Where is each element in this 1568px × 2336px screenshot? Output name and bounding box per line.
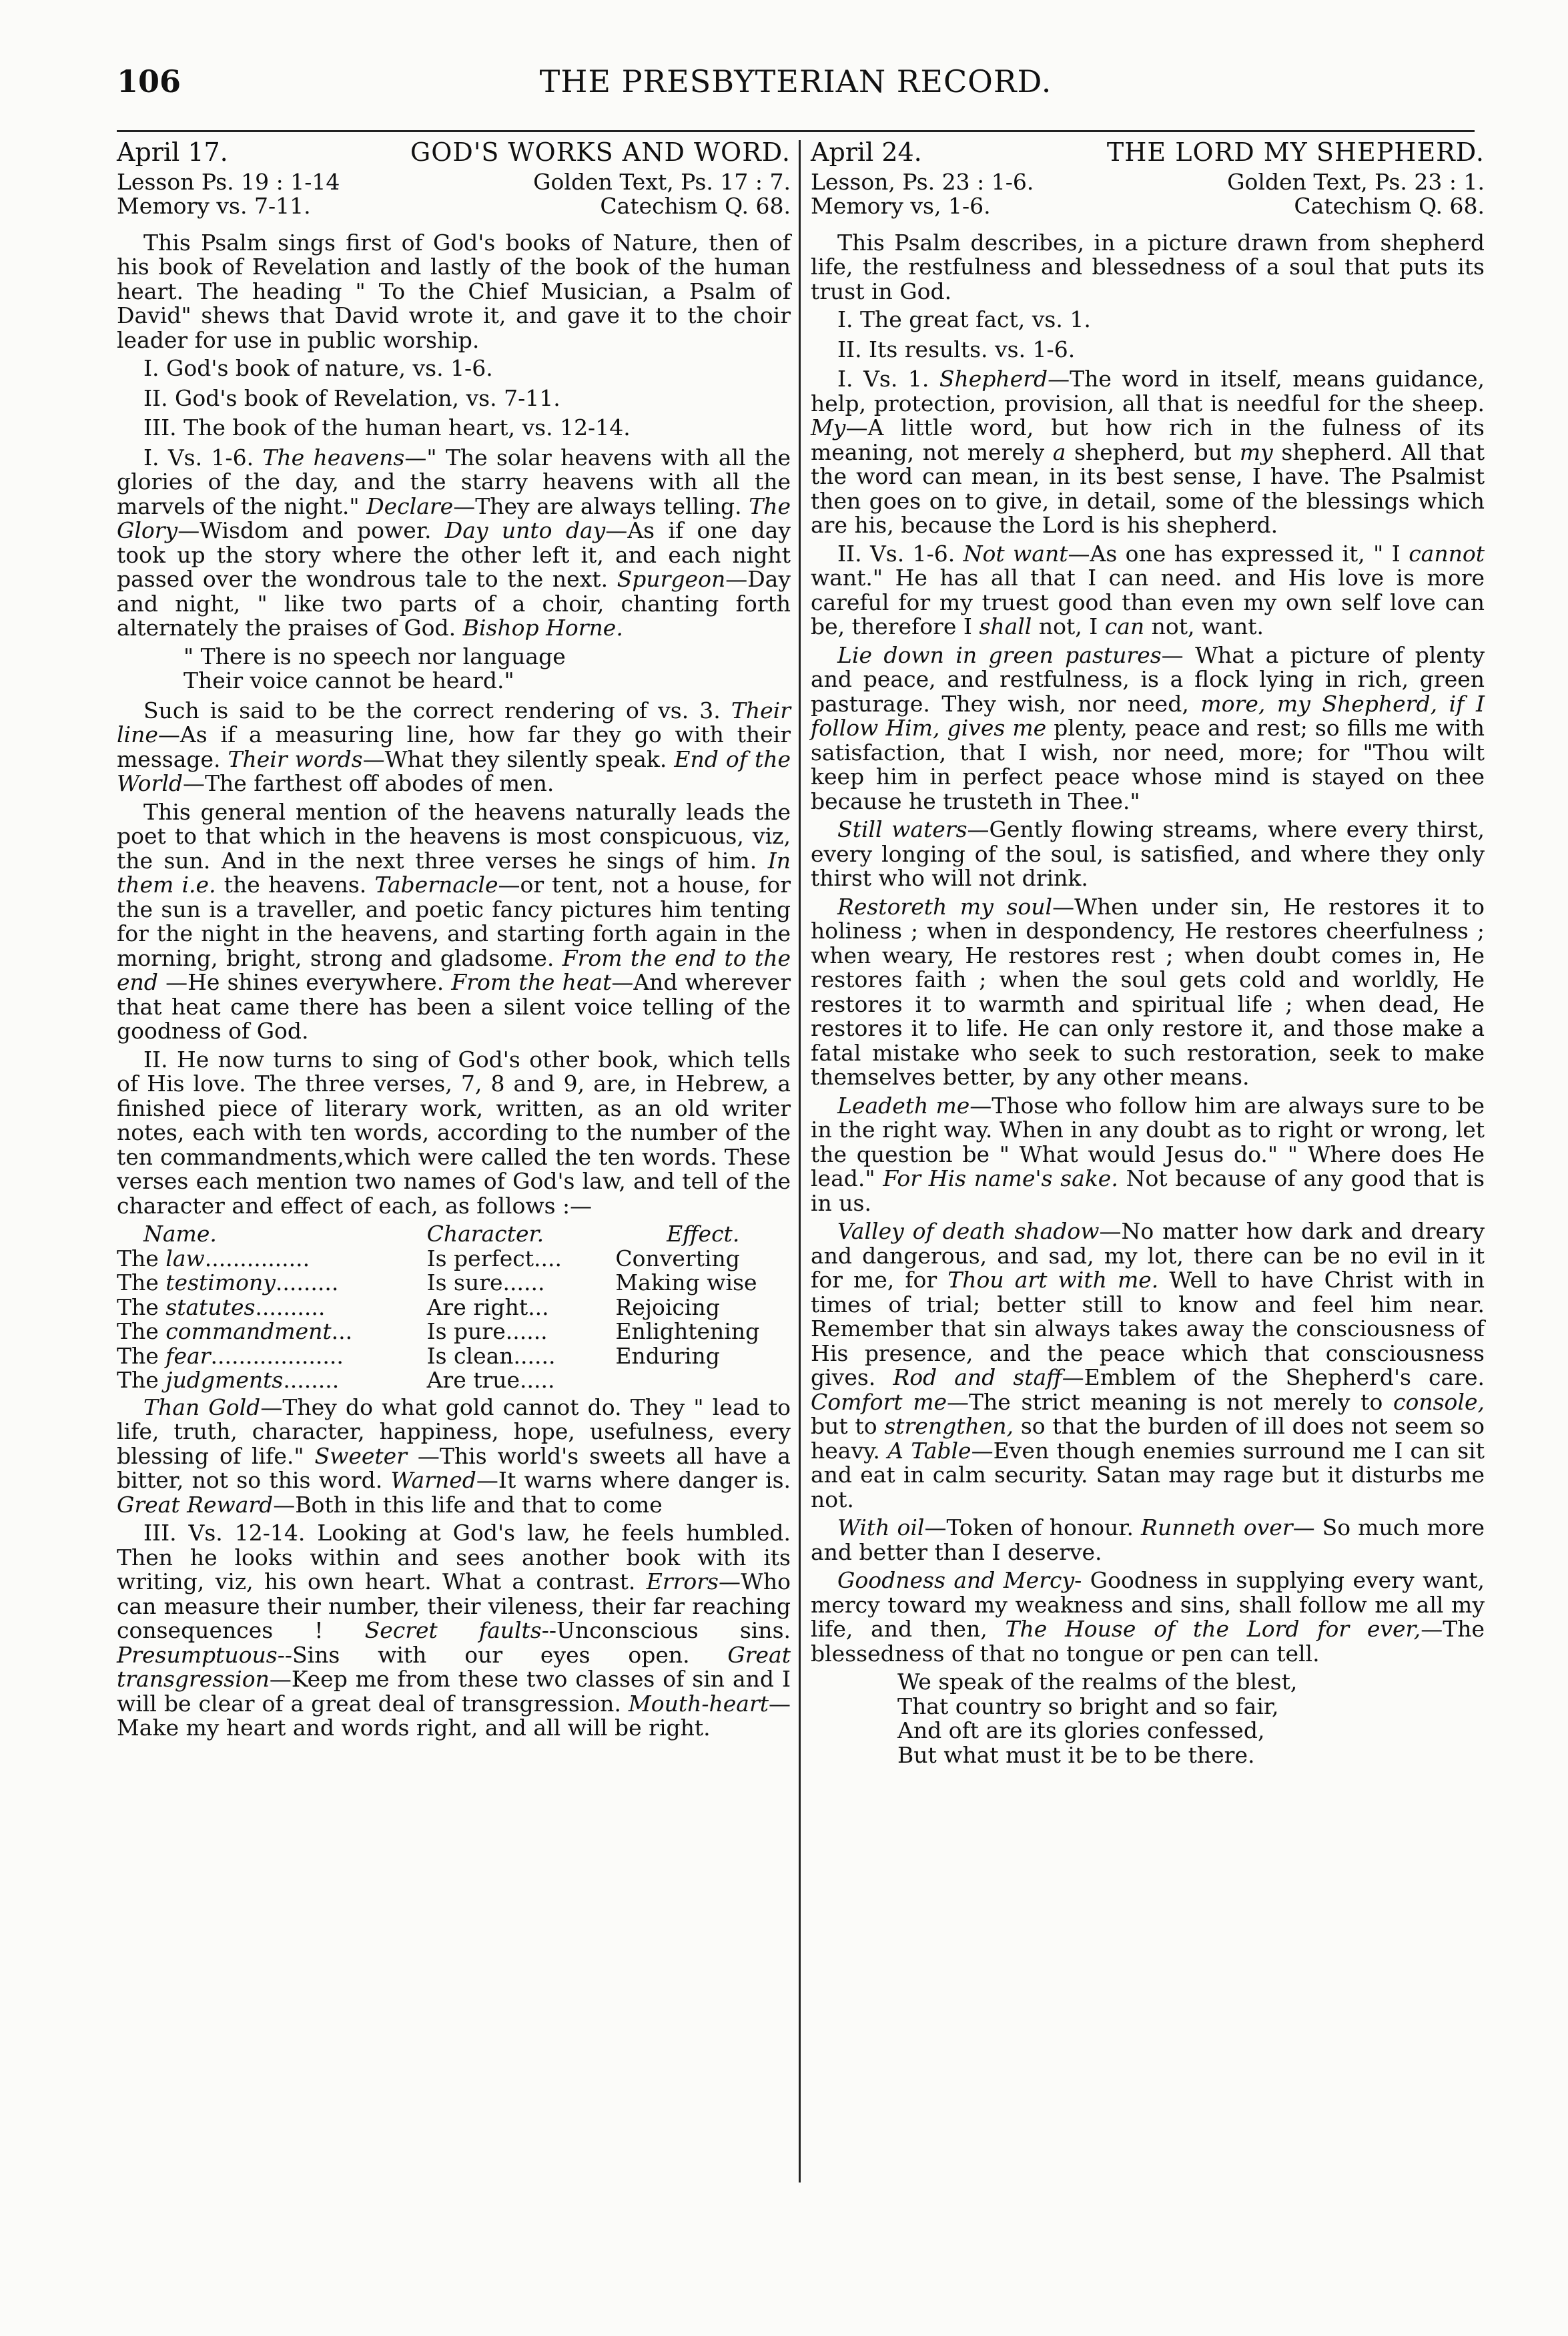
law-name: fear xyxy=(165,1342,211,1369)
page-number: 106 xyxy=(117,63,181,99)
paragraph-rendering: Such is said to be the correct rendering of vs. 3. Their line—As if a measuring line, how far they go with their message. Their words—What they silently speak. End of the World—The farthest off abodes of men. xyxy=(117,697,791,796)
law-name: statutes xyxy=(165,1293,256,1320)
verse-line: Their voice cannot be heard." xyxy=(183,667,514,693)
paragraph-than-gold: Than Gold—They do what gold cannot do. They " lead to life, truth, character, happiness, hope, usefulness, every blessing of life." Sweeter —This world's sweets all have a bitter, not so this word. Warned—It warns where danger is. Great Reward—Both in this life and that to come xyxy=(117,1394,791,1518)
paragraph-heavens: I. Vs. 1-6. The heavens—" The solar heavens with all the glories of the day, and the starry heavens with all the marvels of the night." Declare—They are always telling. The Glory—Wisdom and power. Day unto day—As if one day took up the story where the other left it, and each night passed over the wondrous tale to the next. Spurgeon—Day and night, " like two parts of a choir, chanting forth alternately the praises of God. Bishop Horne. xyxy=(117,444,791,641)
paragraph-shepherd: I. Vs. 1. Shepherd—The word in itself, means guidance, help, protection, provision, all that is needful for the sheep. My—A little word, but how rich in the fulness of its meaning, not merely a shepherd, but my shepherd. All that the word can mean, in its best sense, I have. The Psalmist then goes on to give, in detail, some of the blessings which are his, because the Lord is his shepherd. xyxy=(811,366,1485,538)
lesson-heading xyxy=(811,137,1485,167)
table-row: The fear................... Is clean...... Enduring xyxy=(117,1344,791,1369)
header-rule xyxy=(117,130,1475,132)
paragraph-sun: This general mention of the heavens naturally leads the poet to that which in the heavens is most conspicuous, viz, the sun. And in the next three verses he sings of him. In them i.e. the heavens. Tabernacle—or tent, not a house, for the sun is a traveller, and poetic fancy pictures him tenting for the night in the heavens, and starting forth again in the morning, bright, strong and gladsome. From the end to the end —He shines everywhere. From the heat—And wherever that heat came there has been a silent voice telling of the goodness of God. xyxy=(117,798,791,1044)
catechism-question: Catechism Q. 68. xyxy=(1294,193,1485,219)
outline-item: II. God's book of Revelation, vs. 7-11. xyxy=(143,384,560,411)
lesson-date: April 17. xyxy=(117,137,228,167)
paragraph-not-want: II. Vs. 1-6. Not want—As one has expressed it, " I cannot want." He has all that I can need. and His love is more careful for my truest good than even my own self love can be, therefore I shall not, I can not, want. xyxy=(811,540,1485,639)
column-header: Name. xyxy=(143,1221,217,1247)
law-effect: Enduring xyxy=(615,1342,720,1369)
catechism-question: Catechism Q. 68. xyxy=(600,193,791,219)
law-name: law xyxy=(165,1245,205,1271)
law-character: Is perfect.... xyxy=(426,1245,562,1271)
law-character: Are true..... xyxy=(426,1367,555,1393)
law-table xyxy=(117,1222,791,1393)
column-header: Character. xyxy=(426,1221,544,1247)
table-row: The judgments........ Are true..... xyxy=(117,1368,791,1393)
column-divider xyxy=(799,140,801,2182)
lesson-passage: Lesson Ps. 19 : 1-14 xyxy=(117,168,340,195)
paragraph-human-heart: III. Vs. 12-14. Looking at God's law, he feels humbled. Then he looks within and sees another book with its writing, viz, his own heart. What a contrast. Errors—Who can measure their number, their vileness, their far reaching consequences ! Secret faults--Unconscious sins. Presumptuous--Sins with our eyes open. Great transgression—Keep me from these two classes of sin and I will be clear of a great deal of transgression. Mouth-heart—Make my heart and words right, and all will be right. xyxy=(117,1520,791,1741)
page-header xyxy=(117,63,1475,103)
table-row: The law............... Is perfect.... Converting xyxy=(117,1247,791,1271)
column-header: Effect. xyxy=(667,1221,740,1247)
paragraph-valley: Valley of death shadow—No matter how dark and dreary and dangerous, and sad, my lot, there can be no evil in it for me, for Thou art with me. Well to have Christ with in times of trial; better still to know and feel him near. Remember that sin always takes away the consciousness of His presence, and the peace which that consciousness gives. Rod and staff—Emblem of the Shepherd's care. Comfort me—The strict meaning is not merely to console, but to strengthen, so that the burden of ill does not seem so heavy. A Table—Even though enemies surround me I can sit and eat in calm security. Satan may rage but it disturbs me not. xyxy=(811,1218,1485,1512)
journal-title: THE PRESBYTERIAN RECORD. xyxy=(539,63,1052,99)
lesson-passage: Lesson, Ps. 23 : 1-6. xyxy=(811,168,1034,195)
lesson-reference-row xyxy=(811,170,1485,195)
memory-row xyxy=(811,194,1485,219)
law-table-header xyxy=(117,1222,791,1247)
law-character: Is sure...... xyxy=(426,1269,545,1295)
lesson-date: April 24. xyxy=(811,137,922,167)
memory-row xyxy=(117,194,791,219)
intro-paragraph: This Psalm sings first of God's books of Nature, then of his book of Revelation and lastly of the book of the human heart. The heading " To the Chief Musician, a Psalm of David" shews that David wrote it, and gave it to the choir leader for use in public worship. xyxy=(117,229,791,353)
outline-item: III. The book of the human heart, vs. 12-14. xyxy=(143,414,631,441)
verse-line: " There is no speech nor language xyxy=(183,643,566,669)
law-name: testimony xyxy=(165,1269,276,1295)
law-character: Is clean...... xyxy=(426,1342,556,1369)
paragraph-oil: With oil—Token of honour. Runneth over— So much more and better than I deserve. xyxy=(811,1514,1485,1565)
table-row: The testimony......... Is sure...... Making wise xyxy=(117,1271,791,1295)
law-name: commandment xyxy=(165,1318,332,1344)
verse-line: But what must it be to be there. xyxy=(897,1741,1255,1768)
memory-verses: Memory vs. 7-11. xyxy=(117,193,311,219)
verse-line: And oft are its glories confessed, xyxy=(897,1717,1265,1743)
law-effect: Making wise xyxy=(615,1269,757,1295)
outline-item: II. Its results. vs. 1-6. xyxy=(837,336,1076,362)
table-row: The commandment... Is pure...... Enlightening xyxy=(117,1320,791,1344)
lesson-heading xyxy=(117,137,791,167)
intro-paragraph: This Psalm describes, in a picture drawn from shepherd life, the restfulness and blessedness of a soul that puts its trust in God. xyxy=(811,229,1485,304)
lesson-column-right xyxy=(811,137,1485,1773)
paragraph-leadeth: Leadeth me—Those who follow him are always sure to be in the right way. When in any doubt as to right or wrong, let the question be " What would Jesus do." " Where does He lead." For His name's sake. Not because of any good that is in us. xyxy=(811,1092,1485,1216)
paragraph-revelation: II. He now turns to sing of God's other book, which tells of His love. The three verses, 7, 8 and 9, are, in Hebrew, a finished piece of literary work, written, as an old writer notes, each with ten words, according to the number of the ten commandments,which were called the ten words. These verses each mention two names of God's law, and tell of the character and effect of each, as follows :— xyxy=(117,1046,791,1219)
lesson-title: THE LORD MY SHEPHERD. xyxy=(1106,137,1485,167)
law-effect: Converting xyxy=(615,1245,740,1271)
law-name: judgments xyxy=(165,1367,284,1393)
closing-verse xyxy=(897,1670,1485,1767)
verse-line: We speak of the realms of the blest, xyxy=(897,1669,1298,1695)
law-effect xyxy=(615,1368,791,1393)
law-character: Is pure...... xyxy=(426,1318,548,1344)
verse-line: That country so bright and so fair, xyxy=(897,1693,1279,1719)
lesson-reference-row xyxy=(117,170,791,195)
paragraph-goodness: Goodness and Mercy- Goodness in supplying every want, mercy toward my weakness and sins, shall follow me all my life, and then, The House of the Lord for ever,—The blessedness of that no tongue or pen can tell. xyxy=(811,1567,1485,1667)
outline-item: I. The great fact, vs. 1. xyxy=(837,306,1091,332)
lesson-column-left xyxy=(117,137,791,1745)
memory-verses: Memory vs, 1-6. xyxy=(811,193,991,219)
outline-item: I. God's book of nature, vs. 1-6. xyxy=(143,355,493,381)
paragraph-green-pastures: Lie down in green pastures— What a picture of plenty and peace, and restfulness, is a flock lying in rich, green pasturage. They wish, nor need, more, my Shepherd, if I follow Him, gives me plenty, peace and rest; so fills me with satisfaction, that I wish, nor need, more; for "Thou wilt keep him in perfect peace whose mind is stayed on thee because he trusteth in Thee." xyxy=(811,641,1485,814)
golden-text: Golden Text, Ps. 23 : 1. xyxy=(1227,168,1485,195)
paragraph-restoreth: Restoreth my soul—When under sin, He restores it to holiness ; when in despondency, He restores cheerfulness ; when weary, He restores rest ; when doubt comes in, He restores faith ; when the soul gets cold and worldly, He restores it to warmth and spiritual life ; when dead, He restores it to life. He can only restore it, and those make a fatal mistake who seek to such restoration, seek to make themselves better, by any other means. xyxy=(811,893,1485,1090)
law-effect: Rejoicing xyxy=(615,1293,720,1320)
verse-quote xyxy=(183,645,791,693)
paragraph-still-waters: Still waters—Gently flowing streams, where every thirst, every longing of the soul, is satisfied, and where they only thirst who will not drink. xyxy=(811,816,1485,891)
law-effect: Enlightening xyxy=(615,1318,760,1344)
law-character: Are right... xyxy=(426,1293,549,1320)
lesson-title: GOD'S WORKS AND WORD. xyxy=(410,137,791,167)
table-row: The statutes.......... Are right... Rejoicing xyxy=(117,1295,791,1320)
golden-text: Golden Text, Ps. 17 : 7. xyxy=(533,168,791,195)
